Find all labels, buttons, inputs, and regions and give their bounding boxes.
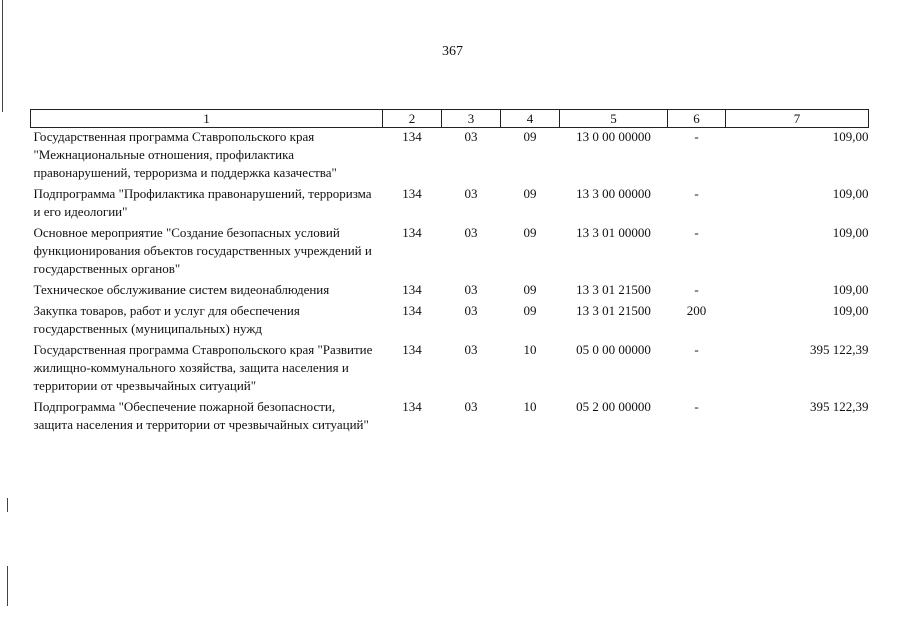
row-name: Техническое обслуживание систем видеонаблюдения <box>33 282 330 297</box>
row-code-4: 09 <box>523 303 537 318</box>
header-row <box>31 110 869 128</box>
row-code-6: - <box>694 342 699 357</box>
row-name: Основное мероприятие "Создание безопасных условий функционирования объектов государственных учреждений и государственных органов" <box>33 225 372 276</box>
row-code-5: 13 3 01 21500 <box>576 303 651 318</box>
row-code-2: 134 <box>402 186 422 201</box>
row-code-4: 10 <box>523 399 537 414</box>
row-code-3: 03 <box>464 399 478 414</box>
row-amount: 109,00 <box>832 186 869 201</box>
row-name: Подпрограмма "Обеспечение пожарной безопасности, защита населения и территории от чрезвычайных ситуаций" <box>33 399 369 432</box>
row-code-6: - <box>694 129 699 144</box>
row-name: Подпрограмма "Профилактика правонарушений, терроризма и его идеологии" <box>33 186 372 219</box>
row-code-2: 134 <box>402 303 422 318</box>
row-amount: 109,00 <box>832 303 869 318</box>
page-number: 367 <box>442 44 463 59</box>
column-header-4: 4 <box>501 110 560 128</box>
scan-edge-mark-middle <box>7 498 8 512</box>
row-code-4: 10 <box>523 342 537 357</box>
column-header-5: 5 <box>560 110 668 128</box>
row-name: Государственная программа Ставропольского края "Межнациональные отношения, профилактика правонарушений, терроризма и поддержка казачества" <box>33 129 337 180</box>
row-code-4: 09 <box>523 129 537 144</box>
row-amount: 395 122,39 <box>810 342 869 357</box>
row-code-4: 09 <box>523 225 537 240</box>
row-code-3: 03 <box>464 225 478 240</box>
column-header-1: 1 <box>31 110 383 128</box>
table-row <box>31 185 869 224</box>
row-code-4: 09 <box>523 282 537 297</box>
table-row <box>31 341 869 398</box>
column-header-6: 6 <box>668 110 726 128</box>
scan-edge-mark-bottom <box>7 566 8 606</box>
row-code-5: 13 3 00 00000 <box>576 186 651 201</box>
column-header-7: 7 <box>726 110 869 128</box>
column-header-3: 3 <box>442 110 501 128</box>
row-code-6: - <box>694 399 699 414</box>
budget-table <box>30 109 869 437</box>
row-code-5: 13 0 00 00000 <box>576 129 651 144</box>
row-code-2: 134 <box>402 282 422 297</box>
row-code-5: 13 3 01 21500 <box>576 282 651 297</box>
row-code-3: 03 <box>464 129 478 144</box>
row-amount: 109,00 <box>832 225 869 240</box>
table-row <box>31 128 869 186</box>
row-amount: 395 122,39 <box>810 399 869 414</box>
row-code-6: - <box>694 186 699 201</box>
row-code-5: 05 0 00 00000 <box>576 342 651 357</box>
row-name: Закупка товаров, работ и услуг для обеспечения государственных (муниципальных) нужд <box>33 303 300 336</box>
row-code-2: 134 <box>402 399 422 414</box>
row-code-5: 05 2 00 00000 <box>576 399 651 414</box>
scan-edge-line-top <box>2 0 3 112</box>
row-name: Государственная программа Ставропольского края "Развитие жилищно-коммунального хозяйства, защита населения и территории от чрезвычайных ситуаций" <box>33 342 373 393</box>
row-code-3: 03 <box>464 186 478 201</box>
row-code-5: 13 3 01 00000 <box>576 225 651 240</box>
row-code-3: 03 <box>464 282 478 297</box>
row-code-3: 03 <box>464 342 478 357</box>
table-row <box>31 281 869 302</box>
table-row <box>31 224 869 281</box>
row-code-6: 200 <box>686 303 707 318</box>
row-code-3: 03 <box>464 303 478 318</box>
row-code-6: - <box>694 225 699 240</box>
row-code-2: 134 <box>402 225 422 240</box>
table-row <box>31 302 869 341</box>
row-code-2: 134 <box>402 342 422 357</box>
row-code-2: 134 <box>402 129 422 144</box>
column-header-2: 2 <box>383 110 442 128</box>
row-code-6: - <box>694 282 699 297</box>
row-amount: 109,00 <box>832 282 869 297</box>
row-amount: 109,00 <box>832 129 869 144</box>
table-row <box>31 398 869 437</box>
row-code-4: 09 <box>523 186 537 201</box>
